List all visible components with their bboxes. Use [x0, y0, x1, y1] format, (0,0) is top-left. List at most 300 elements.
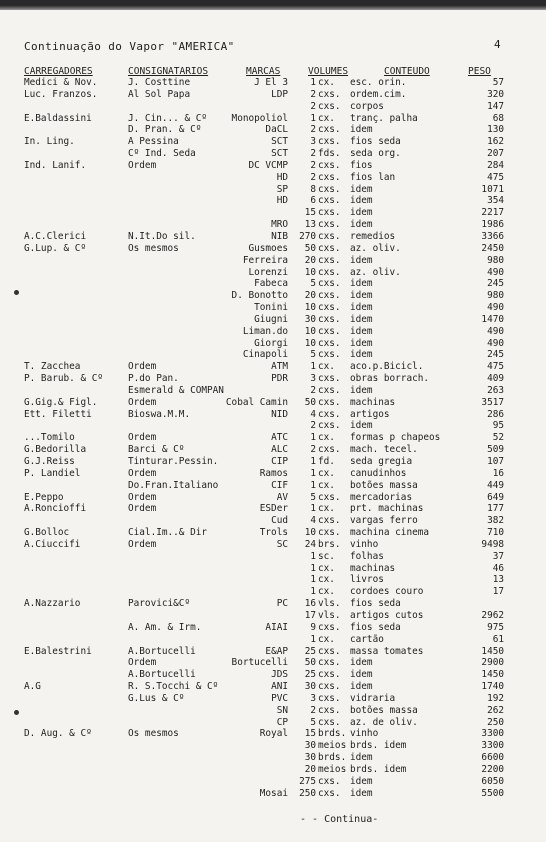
conteudo-cell: vinho — [350, 728, 379, 740]
conteudo-cell: aco.p.Bicicl. — [350, 361, 424, 373]
conteudo-cell: corpos — [350, 100, 384, 112]
volumes-cell: 5 — [310, 349, 316, 361]
marca-cell: Fabeca — [254, 278, 288, 290]
table-row — [0, 728, 546, 740]
conteudo-cell: brds. idem — [350, 763, 407, 775]
unit-cell: cxs. — [318, 278, 341, 290]
unit-cell: cxs. — [318, 444, 341, 456]
peso-cell: 192 — [487, 692, 504, 704]
volumes-cell: 6 — [310, 195, 316, 207]
table-row — [0, 314, 546, 326]
consignatario-cell: N.It.Do sil. — [128, 230, 196, 242]
unit-cell: cxs. — [318, 88, 341, 100]
volumes-cell: 275 — [299, 775, 316, 787]
peso-cell: 207 — [487, 148, 504, 160]
conteudo-cell: idem — [350, 752, 373, 764]
carregador-cell: A.G — [24, 681, 41, 693]
table-row — [0, 373, 546, 385]
conteudo-cell: idem — [350, 349, 373, 361]
conteudo-cell: cartão — [350, 633, 384, 645]
peso-cell: 286 — [487, 408, 504, 420]
conteudo-cell: machinas — [350, 562, 396, 574]
volumes-cell: 15 — [304, 207, 316, 219]
marca-cell: NIB — [271, 230, 288, 242]
carregador-cell: Medici & Nov. — [24, 77, 98, 88]
marca-cell: HD — [276, 171, 288, 183]
conteudo-cell: idem — [350, 183, 373, 195]
peso-cell: 262 — [487, 704, 504, 716]
table-row — [0, 361, 546, 373]
peso-cell: 382 — [487, 515, 504, 527]
unit-cell: cxs. — [318, 337, 341, 349]
table-row — [0, 776, 546, 788]
table-row — [0, 255, 546, 267]
header-peso: PESO — [468, 66, 491, 77]
marca-cell: Cobal Camin — [225, 396, 288, 408]
unit-cell: cxs. — [318, 384, 341, 396]
peso-cell: 2450 — [481, 242, 504, 254]
unit-cell: cx. — [318, 467, 335, 479]
conteudo-cell: massa tomates — [350, 645, 424, 657]
marca-cell: Mosai — [259, 787, 288, 799]
peso-cell: 1450 — [481, 645, 504, 657]
table-row — [0, 527, 546, 539]
unit-cell: cxs. — [318, 254, 341, 266]
conteudo-cell: seda gregia — [350, 456, 413, 467]
conteudo-cell: machinas — [350, 396, 396, 408]
marca-cell: Liman.do — [242, 325, 288, 337]
marca-cell: SCT — [271, 136, 288, 148]
table-row — [0, 598, 546, 610]
marca-cell: Gusmoes — [248, 242, 288, 254]
table-row — [0, 539, 546, 551]
conteudo-cell: idem — [350, 384, 373, 396]
marca-cell: Tonini — [254, 302, 288, 314]
marca-cell: JDS — [271, 669, 288, 681]
consignatario-cell: Tinturar.Pessin. — [128, 456, 219, 467]
table-row — [0, 113, 546, 125]
table-row — [0, 207, 546, 219]
conteudo-cell: remedios — [350, 230, 396, 242]
volumes-cell: 9 — [310, 621, 316, 633]
peso-cell: 107 — [487, 456, 504, 467]
volumes-cell: 250 — [299, 787, 316, 799]
consignatario-cell: Os mesmos — [128, 728, 179, 740]
peso-cell: 162 — [487, 136, 504, 148]
peso-cell: 16 — [492, 467, 504, 479]
conteudo-cell: tranç. palha — [350, 112, 418, 124]
unit-cell: cxs. — [318, 420, 341, 432]
volumes-cell: 50 — [304, 396, 316, 408]
consignatario-cell: G.Lus & Cº — [128, 692, 185, 704]
header-volumes: VOLUMES — [308, 66, 349, 77]
volumes-cell: 2 — [310, 159, 316, 171]
volumes-cell: 10 — [304, 337, 316, 349]
volumes-cell: 1 — [310, 361, 316, 373]
peso-cell: 6600 — [481, 752, 504, 764]
marca-cell: SP — [276, 183, 288, 195]
peso-cell: 975 — [487, 621, 504, 633]
conteudo-cell: az. oliv. — [350, 266, 401, 278]
volumes-cell: 4 — [310, 408, 316, 420]
table-row — [0, 290, 546, 302]
volumes-cell: 1 — [310, 586, 316, 598]
unit-cell: cxs. — [318, 373, 341, 385]
peso-cell: 3300 — [481, 740, 504, 752]
carregador-cell: E.Peppo — [24, 491, 64, 503]
conteudo-cell: idem — [350, 775, 373, 787]
table-row — [0, 420, 546, 432]
volumes-cell: 5 — [310, 716, 316, 728]
conteudo-cell: idem — [350, 420, 373, 432]
volumes-cell: 10 — [304, 266, 316, 278]
carregador-cell: E.Balestrini — [24, 645, 92, 657]
table-row — [0, 503, 546, 515]
unit-cell: cx. — [318, 432, 335, 444]
table-row — [0, 717, 546, 729]
unit-cell: cxs. — [318, 645, 341, 657]
marca-cell: ESDer — [259, 503, 288, 515]
conteudo-cell: vinho — [350, 538, 379, 550]
unit-cell: fds. — [318, 148, 341, 160]
table-row — [0, 480, 546, 492]
volumes-cell: 15 — [304, 728, 316, 740]
volumes-cell: 30 — [304, 752, 316, 764]
table-row — [0, 349, 546, 361]
volumes-cell: 3 — [310, 136, 316, 148]
carregador-cell: G.J.Reiss — [24, 456, 75, 467]
table-row — [0, 219, 546, 231]
table-row — [0, 184, 546, 196]
volumes-cell: 1 — [310, 562, 316, 574]
conteudo-cell: idem — [350, 290, 373, 302]
peso-cell: 250 — [487, 716, 504, 728]
peso-cell: 509 — [487, 444, 504, 456]
consignatario-cell: Parovici&Cº — [128, 598, 191, 610]
unit-cell: cxs. — [318, 124, 341, 136]
peso-cell: 177 — [487, 503, 504, 515]
page-title: Continuação do Vapor "AMERICA" — [24, 40, 235, 53]
peso-cell: 245 — [487, 278, 504, 290]
table-row — [0, 646, 546, 658]
unit-cell: cxs. — [318, 183, 341, 195]
unit-cell: cxs. — [318, 325, 341, 337]
table-row — [0, 788, 546, 800]
table-row — [0, 302, 546, 314]
consignatario-cell: Cial.Im..& Dir — [128, 527, 208, 539]
carregador-cell: P. Barub. & Cº — [24, 373, 104, 385]
volumes-cell: 2 — [310, 124, 316, 136]
unit-cell: cxs. — [318, 669, 341, 681]
conteudo-cell: idem — [350, 681, 373, 693]
peso-cell: 490 — [487, 266, 504, 278]
carregador-cell: A.C.Clerici — [24, 230, 87, 242]
volumes-cell: 20 — [304, 290, 316, 302]
consignatario-cell: Bioswa.M.M. — [128, 408, 191, 420]
unit-cell: cxs. — [318, 230, 341, 242]
peso-cell: 9498 — [481, 538, 504, 550]
peso-cell: 3366 — [481, 230, 504, 242]
unit-cell: cxs. — [318, 159, 341, 171]
unit-cell: sc. — [318, 550, 335, 562]
consignatario-cell: A Pessina — [128, 136, 179, 148]
carregador-cell: G.Lup. & Cº — [24, 242, 87, 254]
conteudo-cell: idem — [350, 278, 373, 290]
peso-cell: 354 — [487, 195, 504, 207]
volumes-cell: 2 — [310, 171, 316, 183]
unit-cell: vls. — [318, 609, 341, 621]
volumes-cell: 30 — [304, 313, 316, 325]
unit-cell: cxs. — [318, 491, 341, 503]
consignatario-cell: Ordem — [128, 361, 157, 373]
consignatario-cell: Ordem — [128, 657, 157, 669]
consignatario-cell: Ordem — [128, 432, 157, 444]
page-number: 4 — [494, 38, 501, 51]
consignatario-cell: A.Bortucelli — [128, 669, 196, 681]
carregador-cell: D. Aug. & Cº — [24, 728, 92, 740]
unit-cell: cxs. — [318, 527, 341, 539]
marca-cell: ANI — [271, 681, 288, 693]
peso-cell: 37 — [492, 550, 504, 562]
conteudo-cell: esc. orin. — [350, 77, 407, 88]
table-row — [0, 563, 546, 575]
table-row — [0, 551, 546, 563]
volumes-cell: 2 — [310, 444, 316, 456]
volumes-cell: 50 — [304, 657, 316, 669]
table-row — [0, 267, 546, 279]
table-row — [0, 89, 546, 101]
consignatario-cell: Barci & Cº — [128, 444, 185, 456]
conteudo-cell: artigos cutos — [350, 609, 424, 621]
table-row — [0, 432, 546, 444]
peso-cell: 449 — [487, 479, 504, 491]
consignatario-cell: Ordem — [128, 467, 157, 479]
carregador-cell: Ind. Lanif. — [24, 159, 87, 171]
volumes-cell: 1 — [310, 77, 316, 88]
volumes-cell: 2 — [310, 420, 316, 432]
marca-cell: NID — [271, 408, 288, 420]
unit-cell: cxs. — [318, 621, 341, 633]
peso-cell: 3300 — [481, 728, 504, 740]
marca-cell: Royal — [259, 728, 288, 740]
peso-cell: 1986 — [481, 219, 504, 231]
table-row — [0, 492, 546, 504]
table-row — [0, 586, 546, 598]
volumes-cell: 16 — [304, 598, 316, 610]
unit-cell: cx. — [318, 562, 335, 574]
consignatario-cell: R. S.Tocchi & Cº — [128, 681, 219, 693]
volumes-cell: 3 — [310, 692, 316, 704]
consignatario-cell: P.do Pan. — [128, 373, 179, 385]
volumes-cell: 1 — [310, 574, 316, 586]
marca-cell: Bortucelli — [231, 657, 288, 669]
peso-cell: 147 — [487, 100, 504, 112]
carregador-cell: P. Landiel — [24, 467, 81, 479]
volumes-cell: 3 — [310, 373, 316, 385]
marca-cell: J El 3 — [254, 77, 288, 88]
volumes-cell: 30 — [304, 740, 316, 752]
consignatario-cell: Al Sol Papa — [128, 88, 191, 100]
volumes-cell: 5 — [310, 278, 316, 290]
volumes-cell: 1 — [310, 503, 316, 515]
marca-cell: AIAI — [265, 621, 288, 633]
unit-cell: cx. — [318, 586, 335, 598]
unit-cell: cxs. — [318, 787, 341, 799]
conteudo-cell: seda org. — [350, 148, 401, 160]
consignatario-cell: Do.Fran.Italiano — [128, 479, 219, 491]
table-row — [0, 764, 546, 776]
peso-cell: 1450 — [481, 669, 504, 681]
table-row — [0, 705, 546, 717]
volumes-cell: 2 — [310, 384, 316, 396]
peso-cell: 490 — [487, 302, 504, 314]
table-row — [0, 409, 546, 421]
conteudo-cell: idem — [350, 207, 373, 219]
conteudo-cell: prt. machinas — [350, 503, 424, 515]
unit-cell: cxs. — [318, 195, 341, 207]
marca-cell: SC — [276, 538, 288, 550]
unit-cell: fd. — [318, 456, 335, 467]
volumes-cell: 20 — [304, 763, 316, 775]
table-row — [0, 148, 546, 160]
conteudo-cell: folhas — [350, 550, 384, 562]
conteudo-cell: botões massa — [350, 479, 418, 491]
peso-cell: 475 — [487, 361, 504, 373]
table-row — [0, 740, 546, 752]
conteudo-cell: mach. tecel. — [350, 444, 418, 456]
conteudo-cell: fios seda — [350, 621, 401, 633]
table-row — [0, 693, 546, 705]
unit-cell: cxs. — [318, 408, 341, 420]
unit-cell: brds. — [318, 728, 347, 740]
peso-cell: 475 — [487, 171, 504, 183]
peso-cell: 2962 — [481, 609, 504, 621]
carregador-cell: A.Roncioffi — [24, 503, 87, 515]
peso-cell: 6050 — [481, 775, 504, 787]
table-row — [0, 515, 546, 527]
carregador-cell: G.Bedorilla — [24, 444, 87, 456]
marca-cell: Trols — [259, 527, 288, 539]
peso-cell: 46 — [492, 562, 504, 574]
unit-cell: cxs. — [318, 136, 341, 148]
conteudo-cell: vidraria — [350, 692, 396, 704]
carregador-cell: ...Tomilo — [24, 432, 75, 444]
conteudo-cell: obras borrach. — [350, 373, 430, 385]
consignatario-cell: Ordem — [128, 538, 157, 550]
marca-cell: SN — [276, 704, 288, 716]
volumes-cell: 1 — [310, 633, 316, 645]
marca-cell: ATM — [271, 361, 288, 373]
conteudo-cell: idem — [350, 669, 373, 681]
consignatario-cell: Cº Ind. Seda — [128, 148, 196, 160]
unit-cell: cxs. — [318, 242, 341, 254]
unit-cell: cxs. — [318, 171, 341, 183]
marca-cell: Giugni — [254, 313, 288, 325]
conteudo-cell: artigos — [350, 408, 390, 420]
unit-cell: meios — [318, 740, 347, 752]
carregador-cell: A.Ciuccifi — [24, 538, 81, 550]
volumes-cell: 10 — [304, 527, 316, 539]
table-row — [0, 622, 546, 634]
marca-cell: LDP — [271, 88, 288, 100]
peso-cell: 320 — [487, 88, 504, 100]
table-row — [0, 195, 546, 207]
conteudo-cell: idem — [350, 124, 373, 136]
carregador-cell: G.Bolloc — [24, 527, 70, 539]
unit-cell: cxs. — [318, 290, 341, 302]
peso-cell: 2900 — [481, 657, 504, 669]
peso-cell: 409 — [487, 373, 504, 385]
table-row — [0, 634, 546, 646]
conteudo-cell: fios seda — [350, 136, 401, 148]
peso-cell: 284 — [487, 159, 504, 171]
scan-edge-shadow — [0, 0, 546, 10]
conteudo-cell: idem — [350, 657, 373, 669]
peso-cell: 1071 — [481, 183, 504, 195]
volumes-cell: 10 — [304, 302, 316, 314]
conteudo-cell: mercadorias — [350, 491, 413, 503]
peso-cell: 68 — [492, 112, 504, 124]
table-row — [0, 172, 546, 184]
carregador-cell: A.Nazzario — [24, 598, 81, 610]
volumes-cell: 5 — [310, 491, 316, 503]
unit-cell: cxs. — [318, 313, 341, 325]
volumes-cell: 13 — [304, 219, 316, 231]
conteudo-cell: idem — [350, 337, 373, 349]
table-row — [0, 444, 546, 456]
manifest-table — [0, 77, 546, 799]
unit-cell: cxs. — [318, 266, 341, 278]
marca-cell: PC — [276, 598, 288, 610]
marca-cell: Giorgi — [254, 337, 288, 349]
table-row — [0, 657, 546, 669]
volumes-cell: 17 — [304, 609, 316, 621]
marca-cell: PDR — [271, 373, 288, 385]
marca-cell: AV — [276, 491, 288, 503]
peso-cell: 2217 — [481, 207, 504, 219]
volumes-cell: 25 — [304, 669, 316, 681]
volumes-cell: 4 — [310, 515, 316, 527]
consignatario-cell: J. Costtine — [128, 77, 191, 88]
volumes-cell: 24 — [304, 538, 316, 550]
carregador-cell: Ett. Filetti — [24, 408, 92, 420]
marca-cell: DaCL — [265, 124, 288, 136]
peso-cell: 130 — [487, 124, 504, 136]
header-marcas: MARCAS — [246, 66, 281, 77]
unit-cell: cxs. — [318, 716, 341, 728]
peso-cell: 61 — [492, 633, 504, 645]
peso-cell: 490 — [487, 337, 504, 349]
peso-cell: 710 — [487, 527, 504, 539]
peso-cell: 3517 — [481, 396, 504, 408]
conteudo-cell: fios — [350, 159, 373, 171]
peso-cell: 52 — [492, 432, 504, 444]
conteudo-cell: idem — [350, 219, 373, 231]
carregador-cell: G.Gig.& Figl. — [24, 396, 98, 408]
marca-cell: Lorenzi — [248, 266, 288, 278]
consignatario-cell: Ordem — [128, 503, 157, 515]
consignatario-cell: Ordem — [128, 159, 157, 171]
conteudo-cell: idem — [350, 254, 373, 266]
unit-cell: cxs. — [318, 302, 341, 314]
volumes-cell: 2 — [310, 100, 316, 112]
marca-cell: MRO — [271, 219, 288, 231]
consignatario-cell: A.Bortucelli — [128, 645, 196, 657]
conteudo-cell: az. oliv. — [350, 242, 401, 254]
conteudo-cell: livros — [350, 574, 384, 586]
unit-cell: cxs. — [318, 207, 341, 219]
peso-cell: 17 — [492, 586, 504, 598]
